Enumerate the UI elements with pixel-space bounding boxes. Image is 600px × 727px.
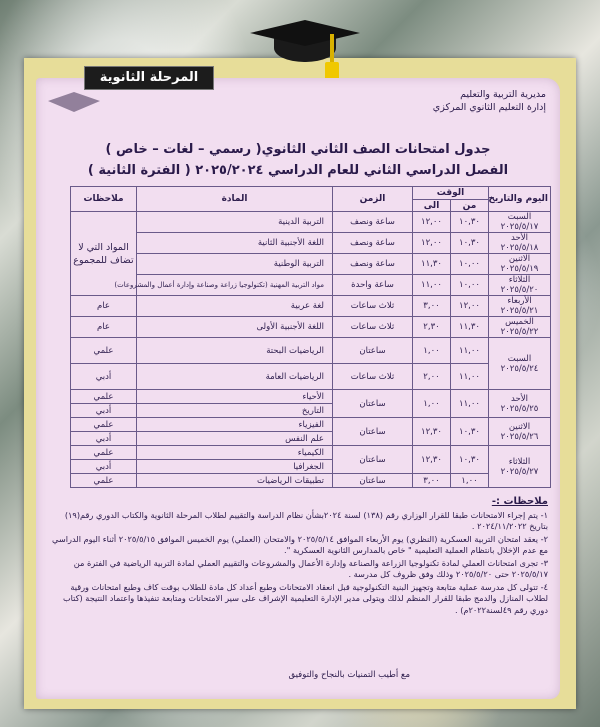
table-row — [71, 233, 551, 254]
time-from-cell: ١٠,٣٠ — [451, 446, 489, 474]
time-to-cell: ١٢,٠٠ — [413, 212, 451, 233]
header-from: من — [451, 200, 489, 212]
table-row — [71, 474, 551, 488]
exam-schedule-sheet — [36, 78, 560, 699]
note-item: ٣- تجرى امتحانات العملي لمادة تكنولوجيا الزراعة والصناعة وإدارة الأعمال والمشروعات والتقييم العملي لمادة التربية الرياضية في الفترة من ٢٠٢٥/٥/١٧ حتى ٢٠٢٥/٥/٢٠ وذلك وفق ظروف كل مدرسة . — [73, 557, 548, 579]
subject-cell: مواد التربية المهنية (تكنولوجيا زراعة وصناعة وإدارة أعمال والمشروعات) — [137, 275, 333, 296]
merged-note-cell: المواد التي لا تضاف للمجموع — [71, 212, 137, 296]
subject-cell: اللغة الأجنبية الثانية — [137, 233, 333, 254]
day-date-cell — [489, 446, 551, 488]
note-item: ١- يتم إجراء الامتحانات طبقا للقرار الوزاري رقم (١٣٨) لسنة ٢٠٢٤بشأن نظام الدراسة والتقييم لطلاب المرحلة الثانوية والكتاب الدوري رقم(١٩) بتاريخ ٢٠٢٤/١١/٢٠٢٢ . — [64, 509, 548, 531]
table-row — [71, 390, 551, 404]
date-label: ٢٠٢٥/٥/٢١ — [500, 306, 539, 316]
time-from-cell: ١٢,٠٠ — [451, 296, 489, 317]
date-label: ٢٠٢٥/٥/٢٥ — [500, 403, 539, 414]
subject-cell: لغة عربية — [137, 296, 333, 317]
header-time: الوقت — [413, 187, 489, 200]
day-date-cell — [489, 418, 551, 446]
note-cell: أدبي — [71, 432, 137, 446]
time-to-cell: ٢,٣٠ — [413, 317, 451, 338]
duration-cell: ثلاث ساعات — [333, 364, 413, 390]
time-to-cell: ٣,٠٠ — [413, 296, 451, 317]
day-label: الاثنين — [508, 421, 531, 432]
table-row — [71, 338, 551, 364]
date-label: ٢٠٢٥/٥/٢٦ — [500, 431, 539, 442]
table-row — [71, 446, 551, 460]
duration-cell: ثلاث ساعات — [333, 317, 413, 338]
day-label: الأحد — [511, 233, 528, 243]
time-to-cell: ١١,٠٠ — [413, 275, 451, 296]
exam-table — [70, 186, 551, 488]
note-cell: علمي — [71, 390, 137, 404]
time-to-cell: ١,٠٠ — [413, 338, 451, 364]
header-day-date: اليوم والتاريخ — [489, 187, 551, 212]
date-label: ٢٠٢٥/٥/١٧ — [500, 222, 539, 232]
table-row — [71, 254, 551, 275]
note-cell: علمي — [71, 474, 137, 488]
closing-wishes: مع أطيب التمنيات بالنجاح والتوفيق — [288, 670, 410, 680]
day-label: الثلاثاء — [508, 456, 531, 467]
time-to-cell: ١٢,٣٠ — [413, 446, 451, 474]
note-cell: أدبي — [71, 404, 137, 418]
subject-cell: الرياضيات البحتة — [137, 338, 333, 364]
day-label: الثلاثاء — [508, 275, 531, 285]
stage-badge: المرحلة الثانوية — [84, 66, 214, 90]
time-from-cell: ١٠,٣٠ — [451, 212, 489, 233]
day-label: الخميس — [505, 317, 534, 327]
note-cell: علمي — [71, 338, 137, 364]
day-date-cell — [489, 296, 551, 317]
day-label: الأربعاء — [507, 296, 532, 306]
day-label: السبت — [507, 212, 532, 222]
note-item: ٢- يعقد امتحان التربية العسكرية (النظري) يوم الأربعاء الموافق ٢٠٢٥/٥/١٤ والامتحان (العملي) يوم الخميس الموافق ٢٠٢٥/٥/١٥ أثناء اليوم الدراسي مع عدم الإخلال بانتظام العملية التعليمية " خاص بالمدارس الثانوية العسكرية ". — [52, 533, 548, 555]
time-to-cell: ١٢,٠٠ — [413, 233, 451, 254]
note-cell: عام — [71, 296, 137, 317]
note-cell: علمي — [71, 418, 137, 432]
notes-section — [46, 496, 548, 617]
time-from-cell: ١٠,٠٠ — [451, 254, 489, 275]
org-line-2: إدارة التعليم الثانوي المركزي — [432, 102, 546, 113]
time-from-cell: ١٠,٣٠ — [451, 418, 489, 446]
date-label: ٢٠٢٥/٥/٢٤ — [500, 363, 539, 374]
subject-cell: التربية الوطنية — [137, 254, 333, 275]
table-row — [71, 418, 551, 432]
header-subject: المادة — [137, 187, 333, 212]
subject-cell: الفيزياء — [137, 418, 333, 432]
subject-cell: اللغة الأجنبية الأولى — [137, 317, 333, 338]
time-from-cell: ١١,٠٠ — [451, 390, 489, 418]
subject-cell: الكيمياء — [137, 446, 333, 460]
day-date-cell — [489, 317, 551, 338]
time-to-cell: ١,٠٠ — [413, 390, 451, 418]
subject-cell: الرياضيات العامة — [137, 364, 333, 390]
note-item: ٤- تتولى كل مدرسة عملية متابعة وتجهيز البنية التكنولوجية قبل انعقاد الامتحانات وطبع أعداد كل مادة للطلاب بوقت كاف وطبع امتحانات ورقية لطلاب المنازل والدمج طبقا للقرار المنظم لذلك ويتولى مدير الإدارة التعليمية الإشراف على سير الامتحانات ومتابعة تنفيذها واعتماد النتيجة (كتاب دوري رقم ٤٩لسنة٢٠٢٢م) . — [62, 581, 548, 615]
time-to-cell: ٢,٠٠ — [413, 364, 451, 390]
schedule-title: جدول امتحانات الصف الثاني الثانوي( رسمي – لغات – خاص ) — [105, 142, 491, 157]
day-date-cell — [489, 233, 551, 254]
note-cell: أدبي — [71, 364, 137, 390]
subject-cell: التربية الدينية — [137, 212, 333, 233]
time-to-cell: ١٢,٣٠ — [413, 418, 451, 446]
header-notes: ملاحظات — [71, 187, 137, 212]
subject-cell: التاريخ — [137, 404, 333, 418]
time-from-cell: ١,٠٠ — [451, 474, 489, 488]
duration-cell: ساعة ونصف — [333, 254, 413, 275]
duration-cell: ساعة ونصف — [333, 233, 413, 254]
header-duration: الزمن — [333, 187, 413, 212]
schedule-subtitle: الفصل الدراسي الثاني للعام الدراسي ٢٠٢٥/٢٠٢٤ ( الفترة الثانية ) — [87, 163, 509, 178]
day-label: السبت — [507, 353, 532, 364]
day-date-cell — [489, 254, 551, 275]
header-to: الى — [413, 200, 451, 212]
day-date-cell — [489, 338, 551, 390]
note-cell: علمي — [71, 446, 137, 460]
subject-cell: تطبيقات الرياضيات — [137, 474, 333, 488]
time-to-cell: ١١,٣٠ — [413, 254, 451, 275]
time-from-cell: ١١,٣٠ — [451, 317, 489, 338]
time-from-cell: ١١,٠٠ — [451, 338, 489, 364]
table-row — [71, 275, 551, 296]
duration-cell: ساعة ونصف — [333, 212, 413, 233]
notes-title: ملاحظات :- — [491, 496, 548, 507]
duration-cell: ساعتان — [333, 446, 413, 474]
duration-cell: ساعتان — [333, 474, 413, 488]
date-label: ٢٠٢٥/٥/١٩ — [500, 264, 539, 274]
time-from-cell: ١٠,٠٠ — [451, 275, 489, 296]
day-label: الاثنين — [508, 254, 531, 264]
note-cell: أدبي — [71, 460, 137, 474]
day-date-cell — [489, 212, 551, 233]
date-label: ٢٠٢٥/٥/١٨ — [500, 243, 539, 253]
time-to-cell: ٣,٠٠ — [413, 474, 451, 488]
subject-cell: الأحياء — [137, 390, 333, 404]
time-from-cell: ١٠,٣٠ — [451, 233, 489, 254]
table-row — [71, 296, 551, 317]
duration-cell: ساعتان — [333, 338, 413, 364]
table-row — [71, 317, 551, 338]
ministry-logo-icon — [48, 92, 100, 112]
date-label: ٢٠٢٥/٥/٢٢ — [500, 327, 539, 337]
day-label: الأحد — [511, 393, 528, 404]
table-row — [71, 212, 551, 233]
subject-cell: الجغرافيا — [137, 460, 333, 474]
duration-cell: ساعة واحدة — [333, 275, 413, 296]
duration-cell: ساعتان — [333, 390, 413, 418]
org-line-1: مديرية التربية والتعليم — [460, 89, 546, 100]
organization-header — [433, 88, 546, 114]
day-date-cell — [489, 275, 551, 296]
duration-cell: ساعتان — [333, 418, 413, 446]
duration-cell: ثلاث ساعات — [333, 296, 413, 317]
date-label: ٢٠٢٥/٥/٢٠ — [500, 285, 539, 295]
subject-cell: علم النفس — [137, 432, 333, 446]
note-cell: عام — [71, 317, 137, 338]
table-row — [71, 364, 551, 390]
day-date-cell — [489, 390, 551, 418]
time-from-cell: ١١,٠٠ — [451, 364, 489, 390]
graduation-cap-icon — [240, 14, 370, 84]
date-label: ٢٠٢٥/٥/٢٧ — [500, 466, 539, 477]
